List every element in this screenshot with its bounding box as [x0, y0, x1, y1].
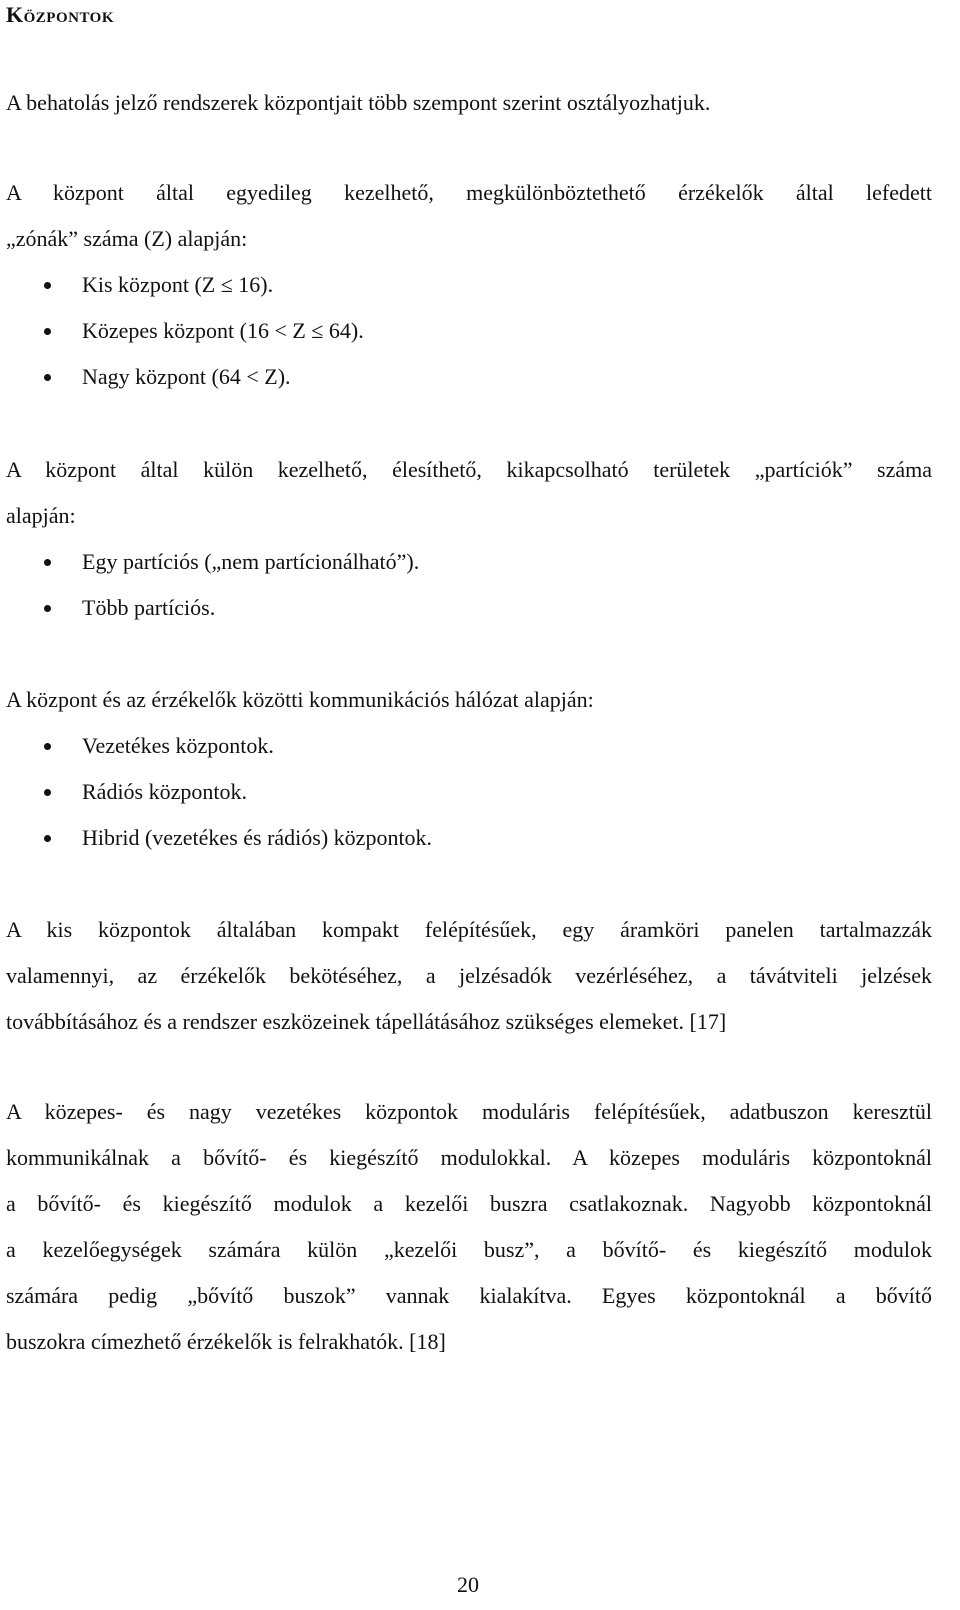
bullet-icon [44, 559, 51, 566]
paragraph2-line: kommunikálnak a bővítő- és kiegészítő modulokkal. A közepes moduláris központoknál [6, 1145, 932, 1170]
intro-paragraph: A behatolás jelző rendszerek központjait több szempont szerint osztályozhatjuk. [6, 90, 711, 115]
section1-line2: „zónák” száma (Z) alapján: [6, 226, 248, 251]
section1-line1: A központ által egyedileg kezelhető, megkülönböztethető érzékelők által lefedett [6, 180, 932, 205]
bullet-icon [44, 605, 51, 612]
bullet-icon [44, 282, 51, 289]
paragraph2-line: buszokra címezhető érzékelők is felrakhatók. [18] [6, 1329, 446, 1354]
list-item: Több partíciós. [44, 595, 177, 621]
bullet-icon [44, 835, 51, 842]
bullet-icon [44, 743, 51, 750]
list-item: Rádiós központok. [44, 779, 209, 805]
paragraph2-line: a kezelőegységek számára külön „kezelői busz”, a bővítő- és kiegészítő modulok [6, 1237, 932, 1262]
paragraph1-line: A kis központok általában kompakt felépítésűek, egy áramköri panelen tartalmazzák [6, 917, 932, 942]
page-number: 20 [457, 1572, 479, 1597]
paragraph2-line: A közepes- és nagy vezetékes központok moduláris felépítésűek, adatbuszon keresztül [6, 1099, 932, 1124]
section-heading: Központok [6, 2, 115, 27]
section2-line2: alapján: [6, 503, 76, 528]
bullet-icon [44, 328, 51, 335]
list-item: Közepes központ (16 < Z ≤ 64). [44, 318, 326, 344]
section3-line1: A központ és az érzékelők közötti kommunikációs hálózat alapján: [6, 687, 594, 712]
paragraph1-line: valamennyi, az érzékelők bekötéséhez, a jelzésadók vezérléséhez, a távátviteli jelzések [6, 963, 932, 988]
paragraph2-line: számára pedig „bővítő buszok” vannak kialakítva. Egyes központoknál a bővítő [6, 1283, 932, 1308]
paragraph2-line: a bővítő- és kiegészítő modulok a kezelői buszra csatlakoznak. Nagyobb központoknál [6, 1191, 932, 1216]
list-item: Hibrid (vezetékes és rádiós) központok. [44, 825, 394, 851]
list-item: Egy partíciós („nem partícionálható”). [44, 549, 381, 575]
list-item: Vezetékes központok. [44, 733, 236, 759]
list-item: Kis központ (Z ≤ 16). [44, 272, 235, 298]
bullet-icon [44, 374, 51, 381]
paragraph1-line: továbbításához és a rendszer eszközeinek tápellátásához szükséges elemeket. [17] [6, 1009, 727, 1034]
list-item: Nagy központ (64 < Z). [44, 364, 253, 390]
section2-line1: A központ által külön kezelhető, élesíthető, kikapcsolható területek „partíciók” száma [6, 457, 932, 482]
bullet-icon [44, 789, 51, 796]
